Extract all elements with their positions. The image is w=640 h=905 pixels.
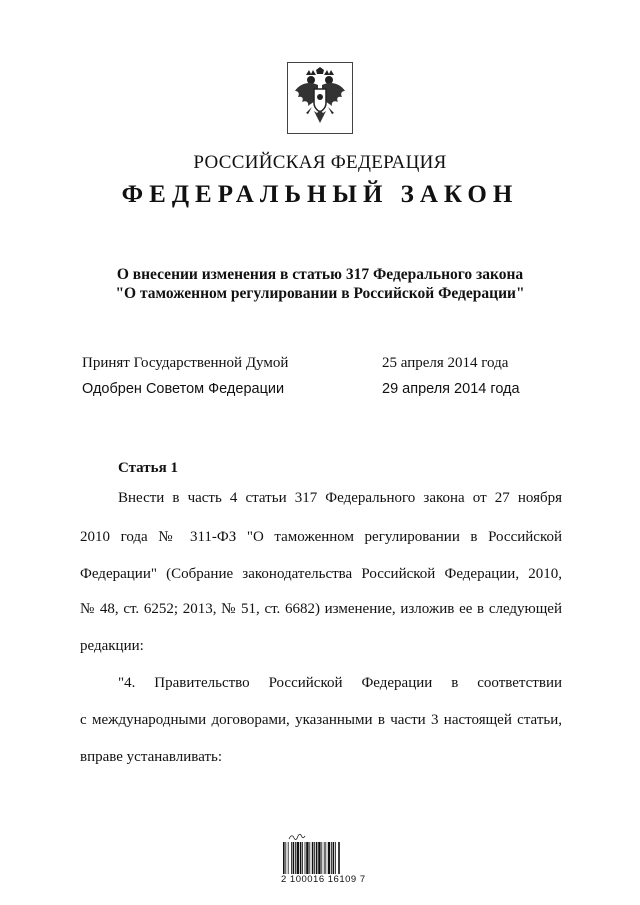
barcode-bar xyxy=(338,842,340,874)
barcode-bar xyxy=(316,842,318,874)
article-line-4: № 48, ст. 6252; 2013, № 51, ст. 6682) изменение, изложив ее в следующей xyxy=(80,601,562,617)
article-line-5: редакции: xyxy=(80,638,144,654)
barcode-bar xyxy=(335,842,336,874)
duma-adoption-label: Принят Государственной Думой xyxy=(82,355,289,371)
barcode-bar xyxy=(331,842,332,874)
barcode-number: 2 100016 16109 7 xyxy=(281,874,366,885)
barcode-bar xyxy=(300,842,302,874)
article-line-2: 2010 года № 311-ФЗ "О таможенном регулировании в Российской xyxy=(80,529,562,545)
barcode xyxy=(283,842,365,874)
article-line-1: Внести в часть 4 статьи 317 Федерального закона от 27 ноября xyxy=(118,490,562,506)
barcode-bar xyxy=(302,842,303,874)
barcode-bar xyxy=(318,842,320,874)
barcode-bar xyxy=(305,842,306,874)
state-emblem xyxy=(287,62,353,134)
article-line-3: Федерации" (Собрание законодательства Российской Федерации, 2010, xyxy=(80,566,562,582)
barcode-bar xyxy=(314,842,315,874)
law-title xyxy=(0,265,640,303)
country-name: РОССИЙСКАЯ ФЕДЕРАЦИЯ xyxy=(193,152,447,173)
barcode-bar xyxy=(324,842,325,874)
barcode-bar xyxy=(312,842,314,874)
barcode-bar xyxy=(333,842,335,874)
council-approval-label: Одобрен Советом Федерации xyxy=(82,381,285,397)
article-line-7: с международными договорами, указанными в части 3 настоящей статьи, xyxy=(80,712,562,728)
barcode-bar xyxy=(293,842,295,874)
barcode-bar xyxy=(295,842,296,874)
barcode-bar xyxy=(325,842,326,874)
barcode-bar xyxy=(309,842,310,874)
article-line-6: "4. Правительство Российской Федерации в соответствии xyxy=(118,675,562,691)
council-approval-date: 29 апреля 2014 года xyxy=(382,381,520,397)
barcode-bar xyxy=(306,842,308,874)
barcode-bar xyxy=(288,842,289,874)
law-title-line-1: О внесении изменения в статью 317 Федерального закона xyxy=(116,266,524,283)
barcode-bar xyxy=(328,842,330,874)
duma-adoption-date: 25 апреля 2014 года xyxy=(382,355,509,371)
barcode-bar xyxy=(321,842,322,874)
barcode-bar xyxy=(297,842,299,874)
barcode-bar xyxy=(283,842,285,874)
article-heading: Статья 1 xyxy=(118,460,178,476)
barcode-bar xyxy=(285,842,286,874)
barcode-bar xyxy=(291,842,292,874)
law-title-line-2: "О таможенном регулировании в Российской Федерации" xyxy=(115,285,525,302)
article-line-8: вправе устанавливать: xyxy=(80,749,223,765)
document-type: ФЕДЕРАЛЬНЫЙ ЗАКОН xyxy=(121,181,519,208)
double-headed-eagle-icon xyxy=(292,67,348,129)
